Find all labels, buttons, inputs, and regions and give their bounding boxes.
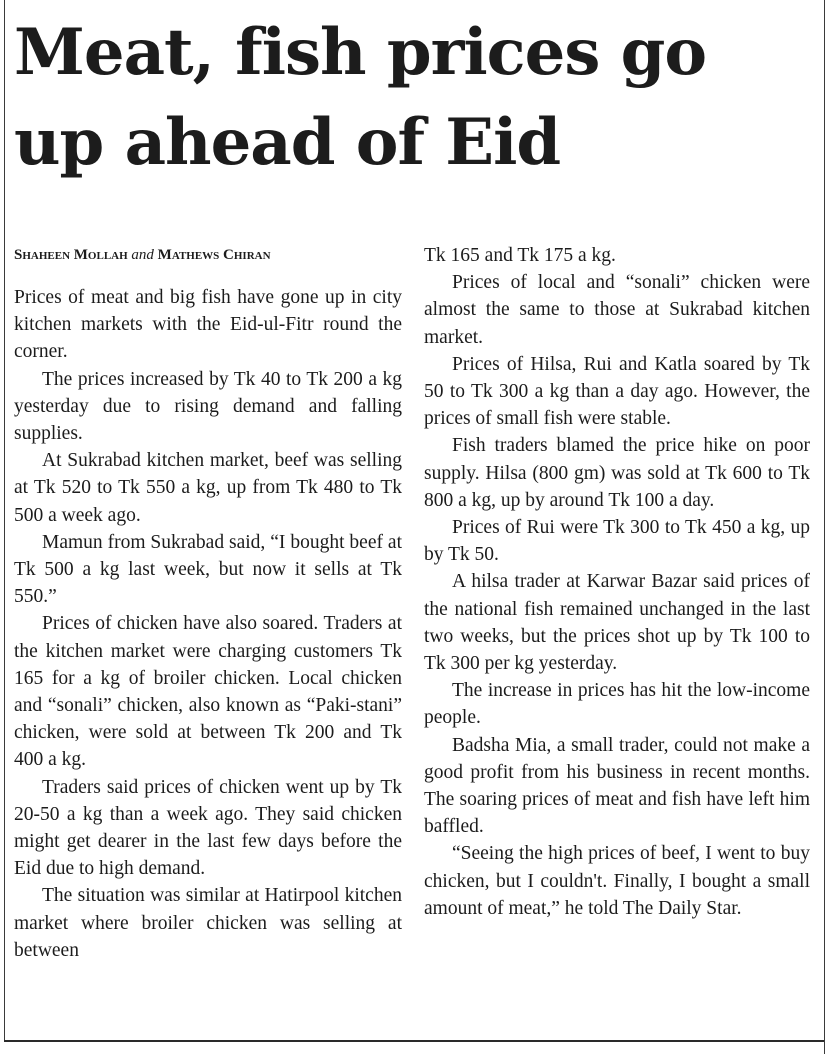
paragraph: The increase in prices has hit the low-income people. — [424, 680, 810, 729]
paragraph: Prices of Rui were Tk 300 to Tk 450 a kg, up by Tk 50. — [424, 517, 810, 566]
paragraph: Mamun from Sukrabad said, “I bought beef at Tk 500 a kg last week, but now it sells at Tk 550.” — [14, 531, 402, 608]
paragraph: The prices increased by Tk 40 to Tk 200 a kg yesterday due to rising demand and falling supplies. — [14, 368, 402, 445]
paragraph: The situation was similar at Hatirpool kitchen market where broiler chicken was selling at between — [14, 885, 402, 961]
left-border-rule — [4, 0, 5, 1040]
paragraph: Prices of meat and big fish have gone up in city kitchen markets with the Eid-ul-Fitr round the corner. — [14, 287, 402, 363]
byline-conjunction: and — [131, 247, 154, 263]
paragraph: “Seeing the high prices of beef, I went to buy chicken, but I couldn't. Finally, I bought a small amount of meat,” he told The Daily Star. — [424, 843, 810, 919]
article-column-right — [424, 242, 810, 922]
paragraph: A hilsa trader at Karwar Bazar said prices of the national fish remained unchanged in the last two weeks, but the prices shot up by Tk 100 to Tk 300 per kg yesterday. — [424, 571, 810, 675]
paragraph: At Sukrabad kitchen market, beef was selling at Tk 520 to Tk 550 a kg, up from Tk 480 to Tk 500 a week ago. — [14, 450, 402, 526]
paragraph: Fish traders blamed the price hike on poor supply. Hilsa (800 gm) was sold at Tk 600 to Tk 800 a kg, up by around Tk 100 a day. — [424, 435, 810, 511]
bottom-border-rule — [4, 1040, 824, 1042]
byline-author-1: Shaheen Mollah — [14, 247, 128, 263]
right-column-rule — [824, 0, 825, 1054]
article-column-left — [14, 284, 402, 964]
paragraph: Prices of chicken have also soared. Traders at the kitchen market were charging customers Tk 165 for a kg of broiler chicken. Local chicken and “sonali” chicken, also known as “Paki-stani” chicken, were sold at between Tk 200 and Tk 400 a kg. — [14, 613, 402, 771]
byline-author-2: Mathews Chiran — [157, 247, 271, 263]
paragraph-continued: Tk 165 and Tk 175 a kg. — [424, 245, 616, 266]
headline: Meat, fish prices go up ahead of Eid — [14, 15, 707, 180]
byline — [14, 244, 406, 266]
paragraph: Prices of Hilsa, Rui and Katla soared by Tk 50 to Tk 300 a kg than a day ago. However, the prices of small fish were stable. — [424, 353, 810, 430]
paragraph: Prices of local and “sonali” chicken were almost the same to those at Sukrabad kitchen market. — [424, 272, 810, 348]
paragraph: Traders said prices of chicken went up by Tk 20-50 a kg than a week ago. They said chicken might get dearer in the last few days before the Eid due to high demand. — [14, 776, 402, 880]
paragraph: Badsha Mia, a small trader, could not make a good profit from his business in recent months. The soaring prices of meat and fish have left him baffled. — [424, 734, 810, 838]
